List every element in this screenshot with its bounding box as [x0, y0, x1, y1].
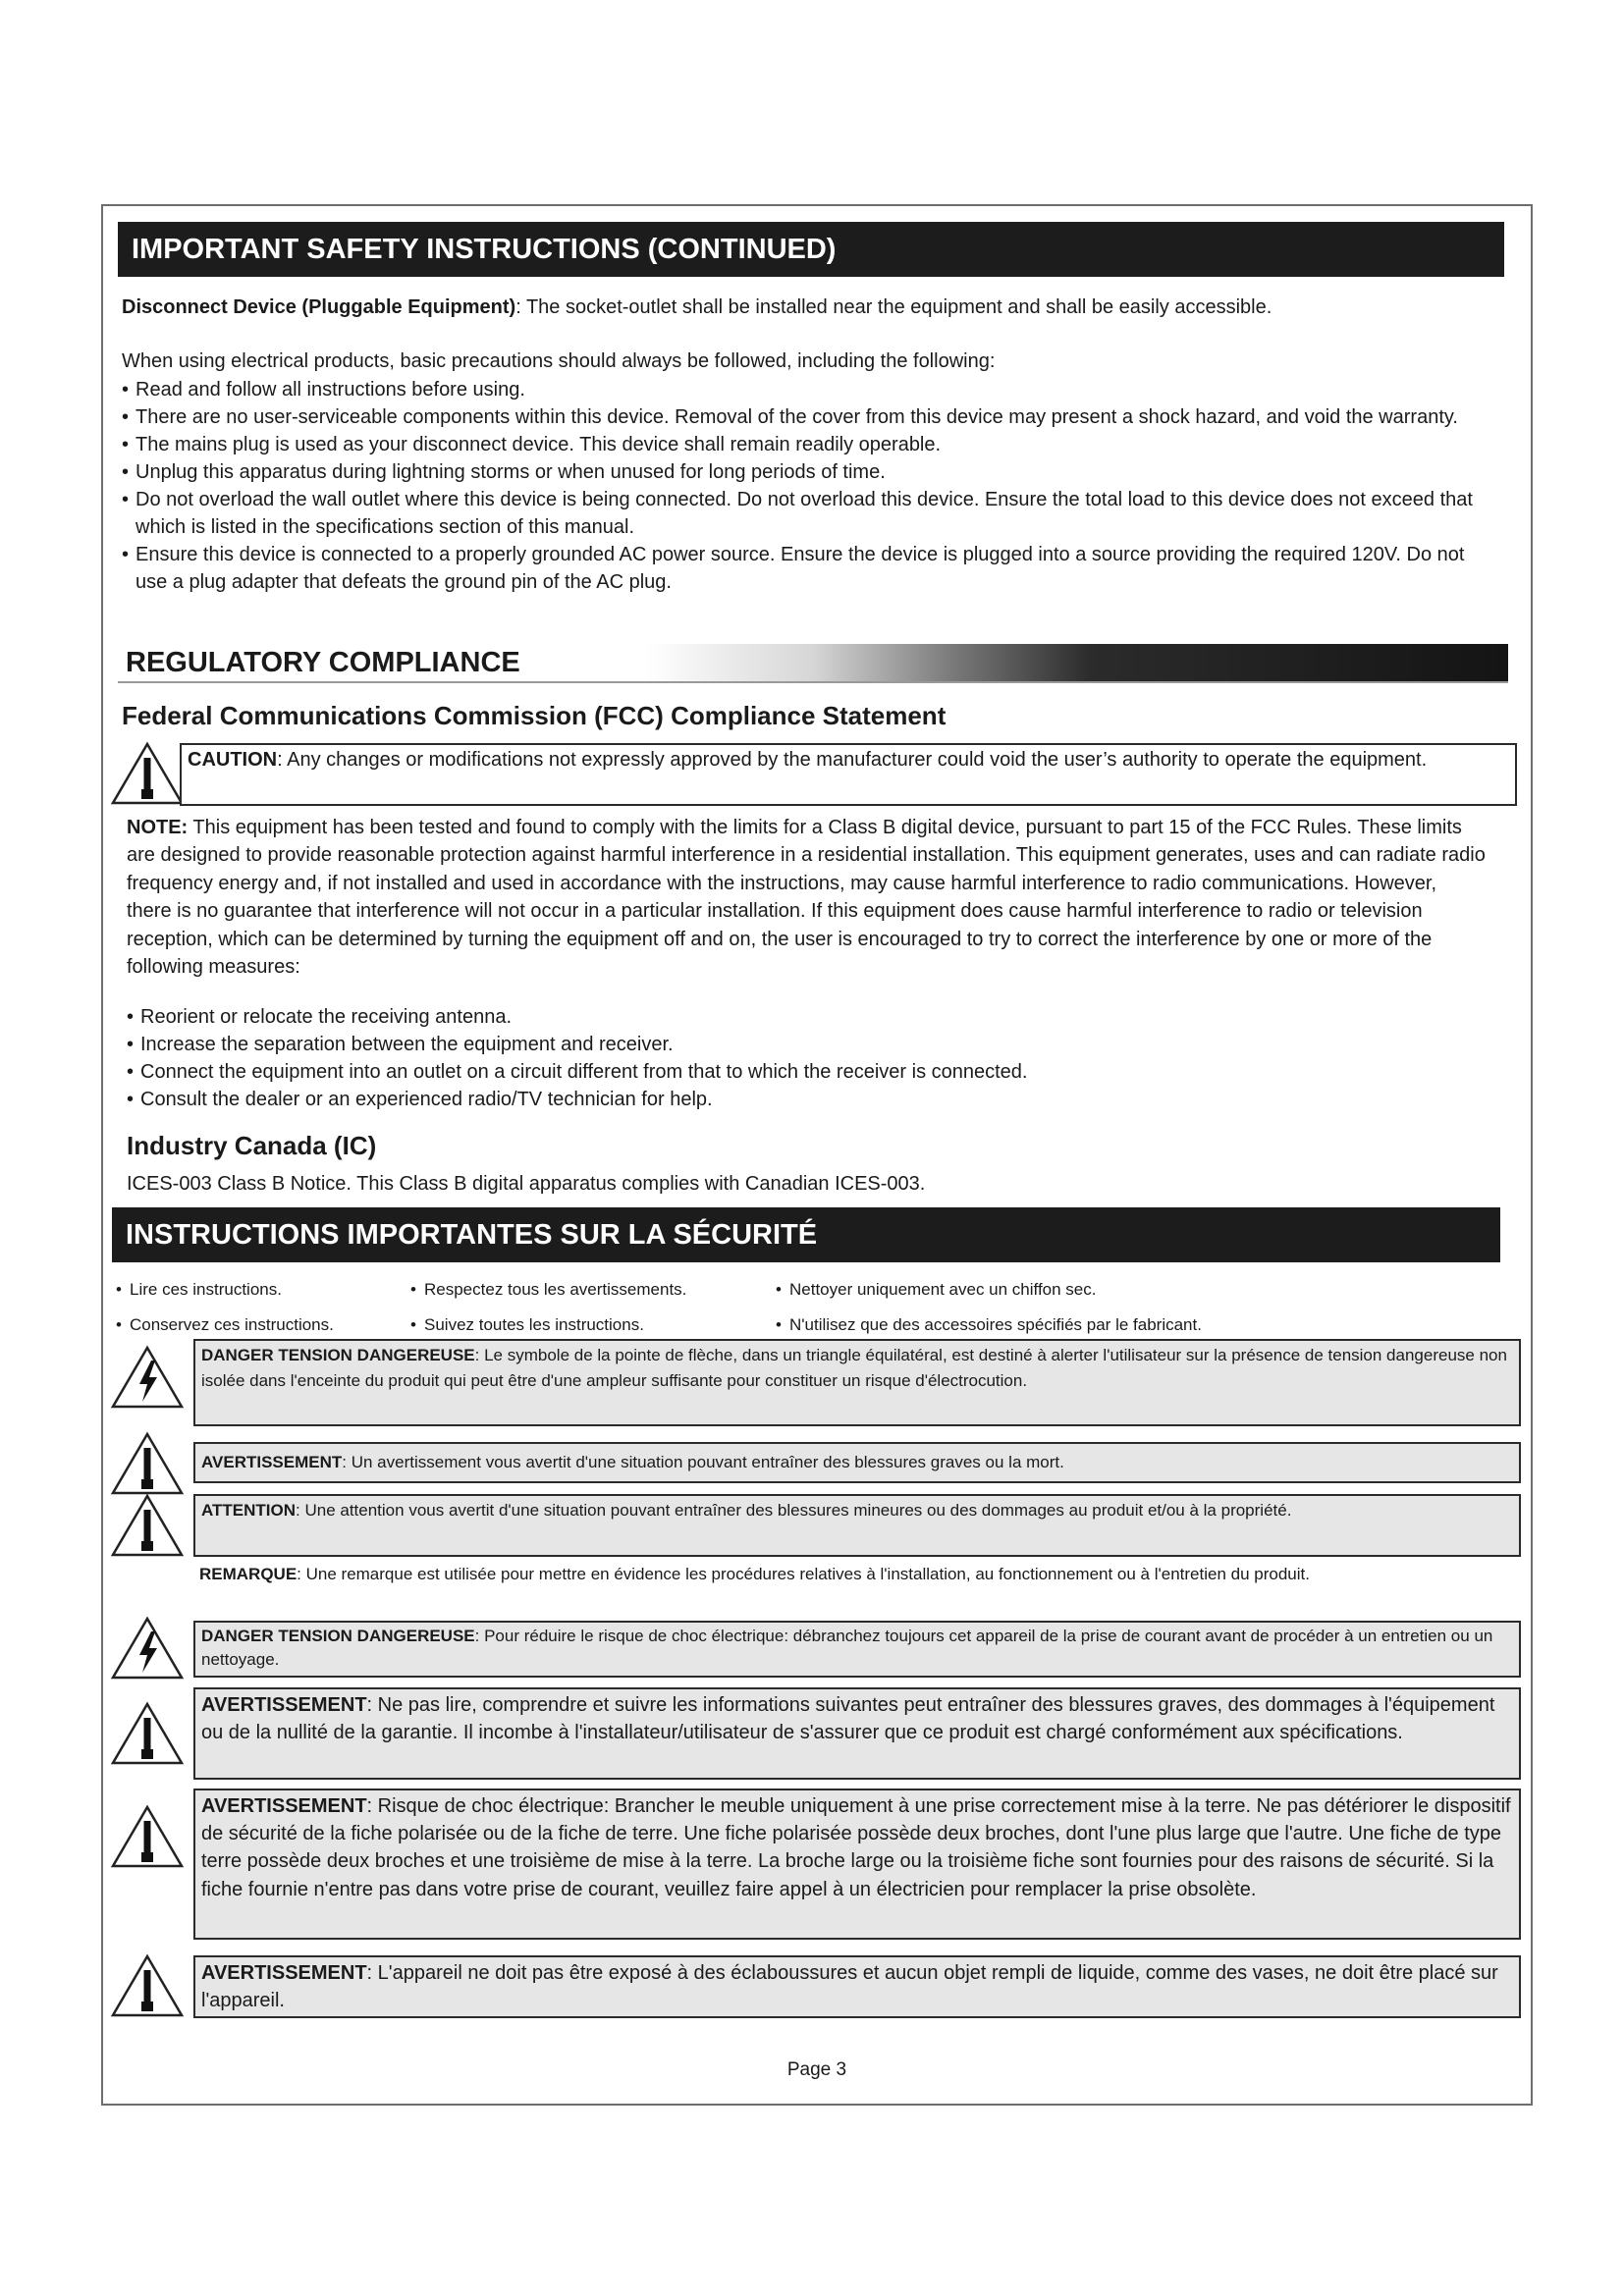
precautions-intro: When using electrical products, basic precautions should always be followed, including the following:	[122, 350, 996, 372]
list-item: • Read and follow all instructions before using.	[122, 376, 1491, 403]
french-title: INSTRUCTIONS IMPORTANTES SUR LA SÉCURITÉ	[126, 1218, 818, 1251]
warning-label: DANGER TENSION DANGEREUSE	[201, 1346, 475, 1364]
list-item: • Lire ces instructions.	[116, 1272, 410, 1308]
list-item: • Reorient or relocate the receiving antenna.	[127, 1003, 1482, 1031]
caution-label: CAUTION	[188, 749, 278, 771]
disconnect-device-paragraph	[122, 294, 1496, 321]
list-item: • Unplug this apparatus during lightning storms or when unused for long periods of time.	[122, 458, 1491, 486]
list-item: • Do not overload the wall outlet where this device is being connected. Do not overload this device. Ensure the total load to this device does not exceed that which is listed in the specifications section of this manual.	[122, 486, 1491, 541]
warning-box-avertissement-2	[193, 1687, 1521, 1780]
warning-text: : Le symbole de la pointe de flèche, dans un triangle équilatéral, est destiné à alerter l'utilisateur sur la présence de tension dangereuse non isolée dans l'enceinte du produit qui peut être d'une ampleur suffisante pour constituer un risque d'électrocution.	[201, 1346, 1507, 1390]
list-item: • Suivez toutes les instructions.	[410, 1308, 774, 1343]
warning-label: REMARQUE	[199, 1565, 298, 1583]
warning-label: AVERTISSEMENT	[201, 1962, 367, 1984]
electric-shock-triangle-icon	[110, 1616, 185, 1681]
warning-box-danger-2	[193, 1621, 1521, 1678]
warning-triangle-icon	[110, 1804, 185, 1869]
note-label: NOTE:	[127, 817, 189, 838]
industry-canada-text: ICES-003 Class B Notice. This Class B digital apparatus complies with Canadian ICES-003.	[127, 1173, 926, 1195]
list-item: • Nettoyer uniquement avec un chiffon sec.	[776, 1272, 1502, 1308]
list-item: • Conservez ces instructions.	[116, 1308, 410, 1343]
warning-text: : Pour réduire le risque de choc électrique: débranchez toujours cet appareil de la prise de courant avant de procéder à un entretien ou un nettoyage.	[201, 1627, 1493, 1669]
warning-text: : Une remarque est utilisée pour mettre en évidence les procédures relatives à l'installation, au fonctionnement ou à l'entretien du produit.	[297, 1565, 1310, 1583]
warning-triangle-icon	[110, 1431, 185, 1496]
list-item: • N'utilisez que des accessoires spécifiés par le fabricant.	[776, 1308, 1502, 1343]
warning-box-danger-1	[193, 1339, 1521, 1426]
page-title: IMPORTANT SAFETY INSTRUCTIONS (CONTINUED)	[132, 233, 837, 265]
disconnect-text: : The socket-outlet shall be installed near the equipment and shall be easily accessible.	[515, 296, 1272, 318]
warning-label: DANGER TENSION DANGEREUSE	[201, 1627, 475, 1645]
warning-triangle-icon	[110, 741, 185, 806]
warning-box-avertissement-3	[193, 1789, 1521, 1940]
fcc-caution-box	[180, 743, 1517, 806]
list-item: • Increase the separation between the equipment and receiver.	[127, 1031, 1482, 1058]
remarque-note	[199, 1563, 1515, 1586]
warning-text: : Une attention vous avertit d'une situation pouvant entraîner des blessures mineures ou des dommages au produit et/ou à la propriété.	[296, 1501, 1292, 1520]
page-number: Page 3	[786, 2059, 847, 2080]
industry-canada-title: Industry Canada (IC)	[127, 1131, 377, 1160]
french-safety-banner	[112, 1207, 1500, 1262]
warning-box-avertissement-1	[193, 1442, 1521, 1483]
warning-text: : Ne pas lire, comprendre et suivre les informations suivantes peut entraîner des blessures graves, des dommages à l'équipement ou de la nullité de la garantie. Il incombe à l'installateur/utilisateur de s'assurer que ce produit est chargé conformément aux spécifications.	[201, 1694, 1495, 1743]
warning-text: : Risque de choc électrique: Brancher le meuble uniquement à une prise correctement mise à la terre. Ne pas détériorer le dispositif de sécurité de la fiche polarisée ou de la fiche de terre. Une fiche polarisée possède deux broches, dont l'une plus large que l'autre. Une fiche de type terre possède deux broches et une troisième de mise à la terre. La broche large ou la troisième fiche sont fournies pour des raisons de sécurité. Si la fiche fournie n'entre pas dans votre prise de courant, veuillez faire appel à un électricien pour remplacer la prise obsolète.	[201, 1795, 1511, 1900]
warning-label: AVERTISSEMENT	[201, 1795, 367, 1817]
warning-text: : L'appareil ne doit pas être exposé à des éclaboussures et aucun objet rempli de liquide, comme des vases, ne doit être placé sur l'appareil.	[201, 1962, 1498, 2011]
fcc-note-paragraph	[127, 814, 1487, 981]
caution-text: : Any changes or modifications not expressly approved by the manufacturer could void the user’s authority to operate the equipment.	[277, 749, 1428, 771]
warning-box-avertissement-4	[193, 1955, 1521, 2018]
list-item: • Respectez tous les avertissements.	[410, 1272, 774, 1308]
list-item: • Connect the equipment into an outlet on a circuit different from that to which the receiver is connected.	[127, 1058, 1482, 1086]
french-instructions-col-2	[410, 1272, 774, 1343]
warning-triangle-icon	[110, 1953, 185, 2018]
warning-triangle-icon	[110, 1701, 185, 1766]
list-item: • The mains plug is used as your disconnect device. This device shall remain readily operable.	[122, 431, 1491, 458]
fcc-measures-list	[127, 1003, 1482, 1113]
warning-label: ATTENTION	[201, 1501, 297, 1520]
note-text: This equipment has been tested and found to comply with the limits for a Class B digital device, pursuant to part 15 of the FCC Rules. These limits are designed to provide reasonable protection against harmful interference in a residential installation. This equipment generates, uses and can radiate radio frequency energy and, if not installed and used in accordance with the instructions, may cause harmful interference to radio communications. However, there is no guarantee that interference will not occur in a particular installation. If this equipment does cause harmful interference to radio or television reception, which can be determined by turning the equipment off and on, the user is encouraged to try to correct the interference by one or more of the following measures:	[127, 817, 1486, 979]
precautions-list	[122, 376, 1491, 596]
electric-shock-triangle-icon	[110, 1345, 185, 1410]
french-instructions-col-3	[776, 1272, 1502, 1343]
warning-label: AVERTISSEMENT	[201, 1694, 367, 1716]
regulatory-compliance-banner	[118, 644, 1508, 683]
french-instructions-col-1	[116, 1272, 410, 1343]
warning-text: : Un avertissement vous avertit d'une situation pouvant entraîner des blessures graves ou la mort.	[342, 1453, 1064, 1471]
fcc-title: Federal Communications Commission (FCC) Compliance Statement	[122, 701, 947, 730]
safety-instructions-banner	[118, 222, 1504, 277]
disconnect-label: Disconnect Device (Pluggable Equipment)	[122, 296, 516, 318]
warning-box-attention	[193, 1494, 1521, 1557]
regulatory-title: REGULATORY COMPLIANCE	[126, 646, 520, 678]
warning-triangle-icon	[110, 1493, 185, 1558]
list-item: • There are no user-serviceable components within this device. Removal of the cover from this device may present a shock hazard, and void the warranty.	[122, 403, 1491, 431]
list-item: • Consult the dealer or an experienced radio/TV technician for help.	[127, 1086, 1482, 1113]
list-item: • Ensure this device is connected to a properly grounded AC power source. Ensure the device is plugged into a source providing the required 120V. Do not use a plug adapter that defeats the ground pin of the AC plug.	[122, 541, 1491, 596]
warning-label: AVERTISSEMENT	[201, 1453, 343, 1471]
